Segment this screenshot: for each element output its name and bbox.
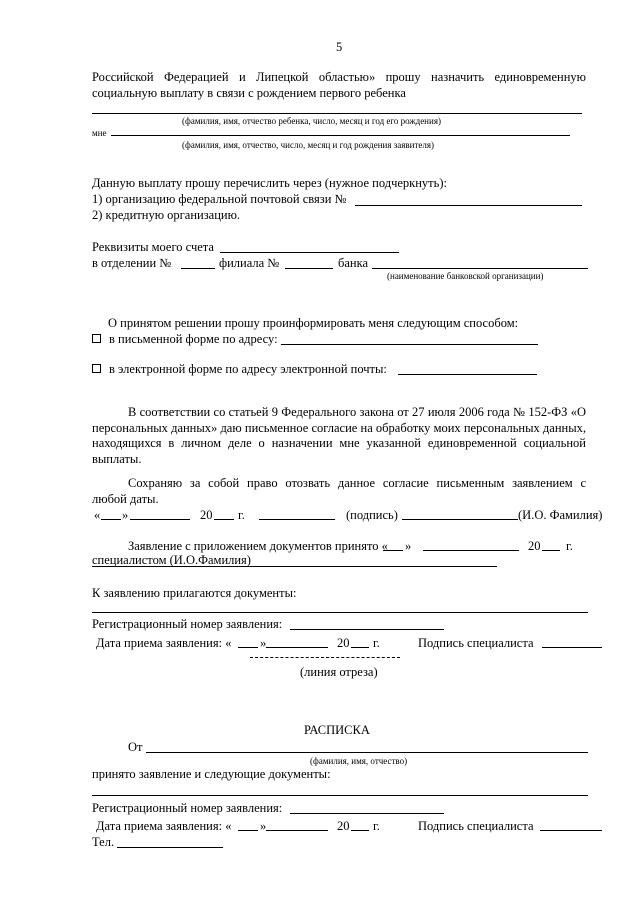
- receipt-from-line[interactable]: [146, 752, 588, 753]
- intro-line-2: социальную выплату в связи с рождением первого ребенка: [92, 86, 406, 100]
- child-field-hint: (фамилия, имя, отчество ребенка, число, месяц и год его рождения): [182, 116, 441, 126]
- notify-email-label: в электронной форме по адресу электронной почты:: [109, 362, 387, 376]
- applicant-field-hint: (фамилия, имя, отчество, число, месяц и год рождения заявителя): [182, 140, 435, 150]
- email-address-line[interactable]: [398, 374, 537, 375]
- me-label: мне: [92, 128, 107, 138]
- receipt-year-suffix: г.: [373, 819, 380, 833]
- cut-line: [250, 657, 400, 658]
- sign-month-line[interactable]: [130, 519, 190, 520]
- page-number: 5: [336, 40, 343, 54]
- notify-paper-checkbox[interactable]: [92, 334, 101, 343]
- branch-number-line[interactable]: [181, 268, 215, 269]
- receipt-day-line[interactable]: [238, 830, 258, 831]
- bank-name-hint: (наименование банковской организации): [387, 271, 544, 281]
- receipt-phone-line[interactable]: [117, 847, 223, 848]
- signature-label: (подпись): [346, 508, 398, 522]
- account-details-line[interactable]: [220, 252, 399, 253]
- payment-option-post[interactable]: 1) организацию федеральной почтовой связи №: [92, 192, 347, 206]
- acceptance-quote-close: »: [260, 636, 267, 650]
- attached-docs-label: К заявлению прилагаются документы:: [92, 586, 297, 600]
- cut-line-label: (линия отреза): [300, 665, 378, 679]
- consent-revoke-line-1: Сохраняю за собой право отозвать данное согласие письменным заявлением с: [128, 476, 586, 490]
- consent-paragraph: В соответствии со статьей 9 Федерального закона от 27 июля 2006 года № 152-ФЗ «О персональных данных» даю письменное согласие на обработку моих персональных данных, находящихся в личном деле о назначении мне указанной единовременной социальной выплаты.: [92, 405, 586, 466]
- filial-number-line[interactable]: [285, 268, 333, 269]
- receipt-accepted-text: принято заявление и следующие документы:: [92, 767, 331, 781]
- accepted-quote-close: »: [405, 539, 412, 553]
- sign-quote-close: »: [122, 508, 129, 522]
- payment-heading: Данную выплату прошу перечислить через (нужное подчеркнуть):: [92, 176, 447, 190]
- branch-label: в отделении №: [92, 256, 172, 270]
- sign-quote-open: «: [94, 508, 101, 522]
- account-details-label: Реквизиты моего счета: [92, 240, 214, 254]
- receipt-month-line[interactable]: [266, 830, 328, 831]
- applicant-name-line[interactable]: [402, 519, 518, 520]
- acceptance-year-line[interactable]: [351, 647, 369, 648]
- receipt-phone-label: Тел.: [92, 835, 115, 849]
- acceptance-year-suffix: г.: [373, 636, 380, 650]
- receipt-from-label: От: [128, 740, 143, 754]
- receipt-from-hint: (фамилия, имя, отчество): [310, 756, 408, 766]
- accepted-specialist-line[interactable]: [92, 566, 497, 567]
- accepted-specialist: специалистом (И.О.Фамилия): [92, 553, 251, 567]
- receipt-docs-line[interactable]: [92, 795, 588, 796]
- post-office-number-line[interactable]: [355, 205, 582, 206]
- acceptance-day-line[interactable]: [238, 647, 258, 648]
- accepted-month-line[interactable]: [423, 550, 519, 551]
- acceptance-date-label: Дата приема заявления: «: [96, 636, 232, 650]
- reg-number-line[interactable]: [290, 629, 444, 630]
- signature-line[interactable]: [259, 519, 335, 520]
- sign-day-line[interactable]: [101, 519, 121, 520]
- applicant-field-line[interactable]: [111, 135, 570, 136]
- receipt-specialist-signature-line[interactable]: [540, 830, 602, 831]
- notify-paper-option[interactable]: [92, 332, 278, 347]
- notify-heading: О принятом решении прошу проинформировать меня следующим способом:: [108, 316, 519, 330]
- acceptance-year-prefix: 20: [337, 636, 350, 650]
- applicant-name-label: (И.О. Фамилия): [518, 508, 603, 522]
- attached-docs-line[interactable]: [92, 612, 588, 613]
- child-field-line[interactable]: [92, 113, 582, 114]
- filial-label: филиала №: [219, 256, 280, 270]
- accepted-text: Заявление с приложением документов принято «: [128, 539, 388, 553]
- receipt-date-label: Дата приема заявления: «: [96, 819, 232, 833]
- bank-name-line[interactable]: [372, 268, 588, 269]
- accepted-day-line[interactable]: [383, 550, 403, 551]
- sign-year-line[interactable]: [214, 519, 234, 520]
- notify-email-checkbox[interactable]: [92, 364, 101, 373]
- receipt-year-prefix: 20: [337, 819, 350, 833]
- notify-email-option[interactable]: [92, 362, 387, 377]
- specialist-signature-line[interactable]: [542, 647, 602, 648]
- intro-line-1: Российской Федерацией и Липецкой областью» прошу назначить единовременную: [92, 70, 586, 84]
- bank-label: банка: [338, 256, 369, 270]
- consent-revoke-line-2: любой даты.: [92, 492, 159, 506]
- specialist-signature-label: Подпись специалиста: [418, 636, 534, 650]
- accepted-year-line[interactable]: [542, 550, 560, 551]
- reg-number-label: Регистрационный номер заявления:: [92, 617, 283, 631]
- payment-option-bank[interactable]: 2) кредитную организацию.: [92, 208, 241, 222]
- receipt-reg-number-label: Регистрационный номер заявления:: [92, 801, 283, 815]
- sign-year-suffix: г.: [238, 508, 245, 522]
- receipt-reg-number-line[interactable]: [290, 813, 444, 814]
- accepted-year-suffix: г.: [566, 539, 573, 553]
- receipt-title: РАСПИСКА: [304, 723, 370, 737]
- receipt-year-line[interactable]: [351, 830, 369, 831]
- acceptance-month-line[interactable]: [266, 647, 328, 648]
- notify-paper-label: в письменной форме по адресу:: [109, 332, 278, 346]
- receipt-specialist-signature-label: Подпись специалиста: [418, 819, 534, 833]
- sign-year-prefix: 20: [200, 508, 213, 522]
- accepted-year-prefix: 20: [528, 539, 541, 553]
- receipt-quote-close: »: [260, 819, 267, 833]
- paper-address-line[interactable]: [281, 344, 538, 345]
